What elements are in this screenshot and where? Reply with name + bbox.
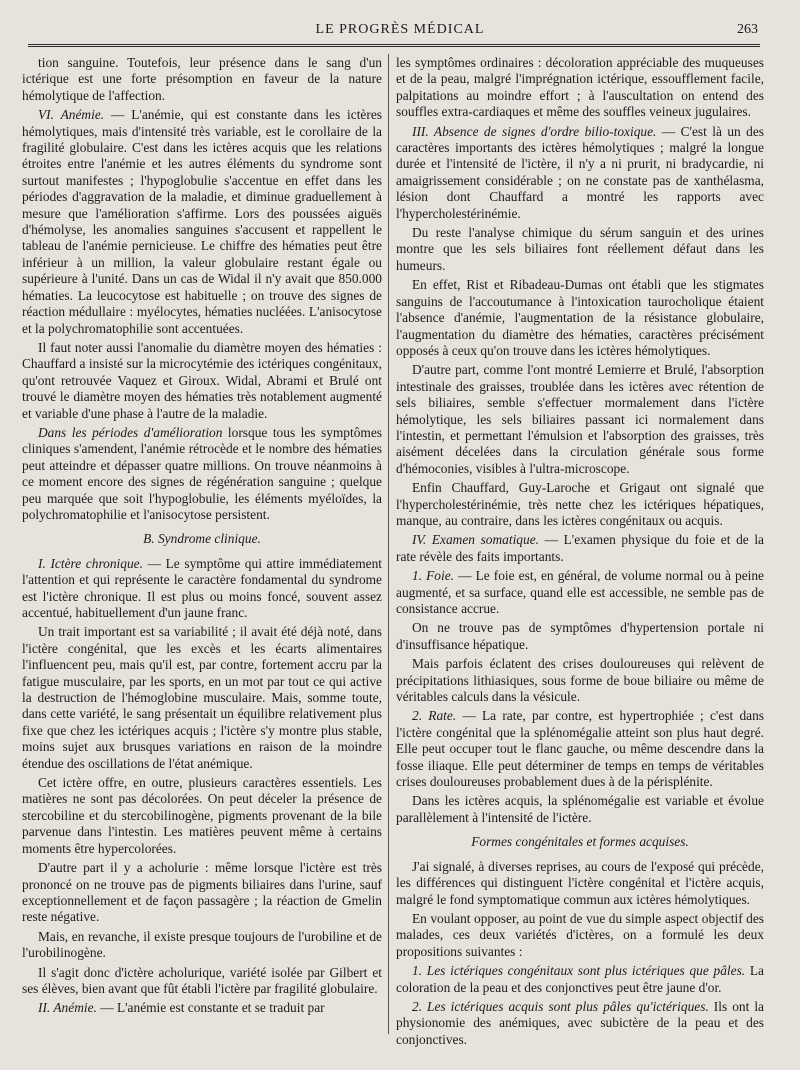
paragraph <box>396 708 764 790</box>
paragraph <box>396 480 764 529</box>
paragraph-label: IV. Examen somatique. <box>412 532 539 548</box>
paragraph-text: Du reste l'analyse chimique du sérum sanguin et des urines montre que les sels biliaires font réellement défaut dans les humeurs. <box>396 225 764 273</box>
header-rule <box>28 44 760 47</box>
paragraph-text: — La rate, par contre, est hypertrophiée ; c'est dans l'ictère congénital que la splénomégalie atteint son plus haut degré. Elle peut occuper tout le flanc gauche, ou même descendre dans la fosse iliaque. Elle peut déterminer de temps en temps de véritables crises douloureuses probablement dues à de la périsplénite. <box>396 708 764 790</box>
paragraph-text: D'autre part, comme l'ont montré Lemierre et Brulé, l'absorption intestinale des graisses, troublée dans les ictères avec rétention de sels biliaires, semble s'effectuer mormalement dans l'ictère hémolytique, les sels biliaires passant ici normalement dans l'intestin, et permettant l'émulsion et l'absorption des graisses, très aisément décelées dans la circulation générale sous forme d'hémoconies, visibles à l'ultra-microscope. <box>396 362 764 476</box>
paragraph-text: J'ai signalé, à diverses reprises, au cours de l'exposé qui précède, les différences qui distinguent l'ictère congénital et l'ictère acquis, malgré le fond symptomatique commun aux ictères hémolytiques. <box>396 858 764 907</box>
paragraph <box>396 999 764 1048</box>
paragraph-label: 2. Les ictériques acquis sont plus pâles qu'ictériques. <box>412 998 709 1014</box>
column-divider <box>388 54 389 1034</box>
paragraph-text: Cet ictère offre, en outre, plusieurs caractères essentiels. Les matières ne sont pas décolorées. On peut déceler la présence de stercobiline et du stercobilinogène, pigments provenant de la bile parvenue dans l'intestin. Les matières peuvent même à certains moments être hypercolorées. <box>22 775 382 856</box>
paragraph <box>396 793 764 826</box>
paragraph-label: Dans les périodes d'amélioration <box>38 424 223 440</box>
page-number: 263 <box>737 22 758 37</box>
paragraph <box>22 55 382 104</box>
paragraph <box>396 620 764 653</box>
paragraph-text: D'autre part il y a acholurie : même lorsque l'ictère est très prononcé on ne trouve pas de pigments biliaires dans l'urine, sauf exceptionnellement et de façon passagère ; la réaction de Gmelin reste négative. <box>22 860 382 925</box>
paragraph <box>396 55 764 121</box>
paragraph-text: Un trait important est sa variabilité ; il avait été déjà noté, dans l'ictère congénital, que les excès et les écarts alimentaires l'influencent peu, mais qu'il est, par contre, fortement accru par la fatigue musculaire, par les sports, en un mot par tout ce qui active la destruction de l'hémoglobine musculaire. Mais, somme toute, dans cette variété, le sang présentait un équilibre relativement plus fixe que chez les ictériques acquis ; l'ictère s'y montre plus stable, moins sujet aux brusques variations en raison de la moindre étendue des oscillations de l'état anémique. <box>22 624 382 771</box>
journal-title: LE PROGRÈS MÉDICAL <box>315 22 485 37</box>
paragraph <box>22 340 382 422</box>
paragraph-text: — L'anémie est constante et se traduit par <box>96 1000 325 1016</box>
paragraph <box>22 860 382 926</box>
section-heading: B. Syndrome clinique. <box>143 531 261 547</box>
paragraph-text: Il faut noter aussi l'anomalie du diamètre moyen des hématies : Chauffard a insisté sur la microcytémie des ictériques congénitaux, qu'ont retrouvée Vaquez et Giroux. Widal, Abrami et Brulé ont trouvé le diamètre moyen des hématies très notablement augmenté et variable d'une phase à l'autre de la maladie. <box>22 339 382 421</box>
paragraph-text: — L'examen physique du foie et de la rate révèle des faits importants. <box>396 532 764 564</box>
paragraph <box>396 568 764 617</box>
paragraph-label: III. Absence de signes d'ordre bilio-toxique. <box>412 123 657 139</box>
paragraph-text: La coloration de la peau et des conjonctives peut être jaune d'or. <box>396 963 764 995</box>
paragraph-text: En voulant opposer, au point de vue du simple aspect objectif des malades, ces deux variétés d'ictères, on a formulé les deux propositions suivantes : <box>396 910 764 959</box>
paragraph-text: Ils ont la physionomie des anémiques, avec subictère de la peau et des conjonctives. <box>396 998 764 1047</box>
paragraph-label: I. Ictère chronique. <box>38 555 143 571</box>
paragraph <box>396 911 764 960</box>
paragraph <box>396 225 764 274</box>
section-heading: Formes congénitales et formes acquises. <box>471 834 689 850</box>
paragraph-text: En effet, Rist et Ribadeau-Dumas ont établi que les stigmates sanguins de l'accoutumance à l'intoxication taurocholique étaient l'absence d'anémie, l'augmentation de la résistance globulaire, l'augmentation du diamètre des hématies, caractères précisément opposés à ceux qu'on trouve dans les ictères hémolytiques. <box>396 277 764 358</box>
paragraph <box>396 532 764 565</box>
right-column <box>396 55 764 1051</box>
paragraph-text: les symptômes ordinaires : décoloration appréciable des muqueuses et de la peau, malgré l'imprégnation ictérique, essoufflement facile, palpitations au moindre effort ; à l'auscultation on entend des souffles extra-cardiaques et même des souffles veineux jugulaires. <box>396 55 764 120</box>
paragraph <box>396 859 764 908</box>
paragraph <box>22 1000 382 1016</box>
paragraph-text: — Le foie est, en général, de volume normal ou à peine augmenté, et sa surface, quand elle est accessible, ne semble pas de consistance accrue. <box>396 568 764 616</box>
paragraph <box>396 362 764 477</box>
paragraph-text: — Le symptôme qui attire immédiatement l'attention et qui représente le caractère fondamental du syndrome est l'ictère chronique. Il est plus ou moins foncé, souvent assez accentué, habituellement d'un jaune franc. <box>22 555 382 620</box>
paragraph-text: Il s'agit donc d'ictère acholurique, variété isolée par Gilbert et ses élèves, bien avant que fût établi l'ictère par fragilité globulaire. <box>22 964 382 996</box>
paragraph-label: 2. Rate. <box>412 708 457 724</box>
paragraph-text: Mais, en revanche, il existe presque toujours de l'urobiline et de l'urobilinogène. <box>22 928 382 961</box>
paragraph <box>396 124 764 222</box>
paragraph-text: — L'anémie, qui est constante dans les ictères hémolytiques, mais d'intensité très variable, est le corollaire de la fragilité globulaire. C'est dans les ictères acquis que les relations étroites entre l'anémie et les autres éléments du syndrome sont surtout manifestes ; l'hypoglobulie s'accentue en effet dans les périodes d'aggravation de la maladie, et diminue graduellement à mesure que l'amélioration s'affirme. Lors des poussées aiguës d'hémolyse, les anomalies sanguines s'accusent et rappellent le tableau de l'anémie pernicieuse. Le chiffre des hématies peut être inférieur à un million, la valeur globulaire restant égale ou supérieure à l'unité. Dans un cas de Widal il n'y avait que 850.000 hématies. La leucocytose est habituelle ; on trouve des signes de réaction médullaire : myélocytes, hématies nucléées. L'anisocytose et la polychromatophilie sont accentuées. <box>22 107 382 336</box>
paragraph-text: Dans les ictères acquis, la splénomégalie est variable et évolue parallèlement à l'intensité de l'ictère. <box>396 793 764 825</box>
paragraph-label: II. Anémie. <box>38 1000 97 1016</box>
left-column <box>22 55 382 1020</box>
running-head <box>28 22 772 42</box>
paragraph-label: VI. Anémie. <box>38 107 105 123</box>
paragraph-text: — C'est là un des caractères importants des ictères hémolytiques ; malgré la longue durée et l'intensité de l'ictère, il n'y a ni prurit, ni bradycardie, ni amaigrissement considérable ; on ne constate pas de xanthélasma, lésion dont Chauffard a montré les rapports avec l'hypercholestérinémie. <box>396 123 764 221</box>
paragraph-label: 1. Foie. <box>412 568 455 584</box>
paragraph <box>22 107 382 337</box>
paragraph-text: Mais parfois éclatent des crises douloureuses qui relèvent de précipitations lithiasiques, sous forme de boue biliaire ou même de véritables calculs dans la vésicule. <box>396 656 764 705</box>
paragraph <box>22 624 382 772</box>
paragraph <box>22 775 382 857</box>
paragraph-text: lorsque tous les symptômes cliniques s'amendent, l'anémie rétrocède et le nombre des hématies peut atteindre et dépasser quatre millions. On trouve néanmoins à ce moment encore des signes de régénération sanguine ; quelque peu marquée que soit l'hypoglobulie, les éléments myéloïdes, la polychromatophilie et l'anisocytose persistent. <box>22 424 382 522</box>
paragraph <box>22 556 382 622</box>
paragraph <box>396 277 764 359</box>
paragraph <box>396 963 764 996</box>
paragraph <box>22 425 382 523</box>
paragraph <box>396 656 764 705</box>
paragraph-text: Enfin Chauffard, Guy-Laroche et Grigaut ont signalé que l'hypercholestérinémie, très nette chez les ictériques hépatiques, manque, au contraire, dans les ictères congénitaux ou acquis. <box>396 480 764 528</box>
paragraph <box>22 965 382 998</box>
paragraph-text: On ne trouve pas de symptômes d'hypertension portale ni d'insuffisance hépatique. <box>396 620 764 652</box>
paragraph-text: tion sanguine. Toutefois, leur présence dans le sang d'un ictérique est une forte présomption en faveur de la nature hémolytique de l'affection. <box>22 55 382 103</box>
paragraph <box>22 929 382 962</box>
paragraph-label: 1. Les ictériques congénitaux sont plus ictériques que pâles. <box>412 963 746 979</box>
